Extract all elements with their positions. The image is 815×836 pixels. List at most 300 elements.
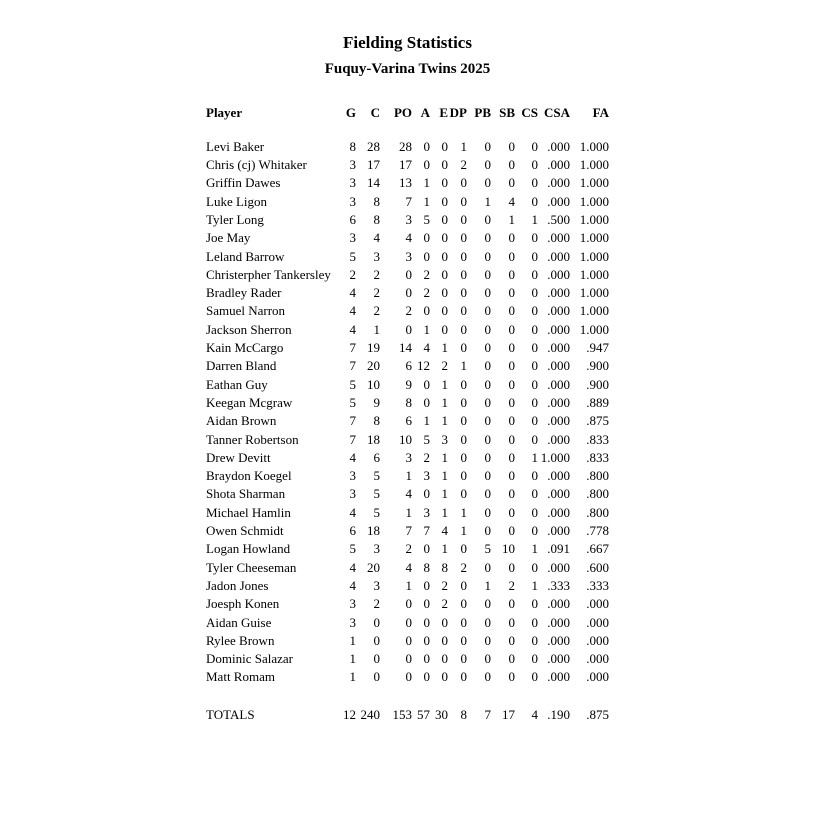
stat-cell: 0 — [484, 523, 491, 539]
stat-cell: .000 — [547, 431, 570, 447]
stat-cell: 28 — [367, 138, 380, 154]
stat-cell: 1 — [441, 394, 448, 410]
stat-cell: 1 — [441, 340, 448, 356]
stat-cell: .000 — [547, 303, 570, 319]
stat-cell: 5 — [373, 486, 380, 502]
stat-cell: .000 — [586, 614, 609, 630]
stat-cell: 7 — [349, 340, 356, 356]
stat-cell: 3 — [405, 449, 412, 465]
stat-cell: 0 — [405, 669, 412, 685]
stat-cell: 0 — [508, 431, 515, 447]
stat-cell: 0 — [484, 468, 491, 484]
stat-cell: 0 — [423, 577, 430, 593]
stat-cell: .000 — [586, 632, 609, 648]
stat-cell: 0 — [484, 614, 491, 630]
player-row — [206, 339, 609, 357]
stat-cell: 3 — [423, 468, 430, 484]
player-row — [206, 156, 609, 174]
stat-cell: 0 — [508, 340, 515, 356]
stat-cell: 1 — [460, 138, 467, 154]
stat-cell: 0 — [460, 175, 467, 191]
stat-cell: 0 — [441, 193, 448, 209]
player-row — [206, 193, 609, 211]
stat-cell: 0 — [484, 285, 491, 301]
stat-cell: 0 — [460, 614, 467, 630]
stat-cell: 7 — [405, 523, 412, 539]
stat-cell: 1.000 — [579, 285, 609, 301]
totals-row — [206, 706, 609, 724]
stat-column-header: SB — [499, 105, 515, 120]
stat-cell: 0 — [531, 614, 538, 630]
stat-cell: 2 — [423, 266, 430, 282]
player-row — [206, 302, 609, 320]
stat-cell: 2 — [373, 266, 380, 282]
stat-cell: 12 — [417, 358, 430, 374]
stat-cell: 3 — [349, 157, 356, 173]
stat-cell: 4 — [405, 559, 412, 575]
player-row — [206, 394, 609, 412]
totals-stat-cell: 4 — [531, 707, 538, 723]
stat-cell: 0 — [484, 632, 491, 648]
stat-cell: 4 — [349, 285, 356, 301]
stat-cell: 0 — [460, 651, 467, 667]
stat-cell: 0 — [460, 486, 467, 502]
stat-cell: 0 — [441, 303, 448, 319]
spacer-cell — [206, 687, 609, 707]
stat-cell: 0 — [484, 449, 491, 465]
totals-label-cell: TOTALS — [206, 707, 255, 723]
player-row — [206, 467, 609, 485]
stat-cell: 5 — [349, 541, 356, 557]
stat-cell: 5 — [423, 431, 430, 447]
stat-cell: 3 — [349, 486, 356, 502]
stat-cell: 3 — [373, 577, 380, 593]
stat-cell: 5 — [484, 541, 491, 557]
player-row — [206, 559, 609, 577]
player-column-header: Player — [206, 105, 243, 120]
stat-cell: 0 — [460, 321, 467, 337]
stat-cell: 1.000 — [579, 266, 609, 282]
player-name-cell: Joesph Konen — [206, 596, 280, 612]
stat-cell: 0 — [508, 614, 515, 630]
stat-cell: 0 — [405, 651, 412, 667]
stat-cell: 5 — [373, 468, 380, 484]
stat-cell: 0 — [531, 394, 538, 410]
stat-cell: .333 — [586, 577, 609, 593]
totals-stat-cell: 12 — [343, 707, 356, 723]
stat-cell: 1.000 — [579, 230, 609, 246]
stat-cell: 0 — [508, 504, 515, 520]
stat-column-header: CS — [521, 105, 538, 120]
stat-cell: 3 — [349, 468, 356, 484]
stat-cell: 4 — [373, 230, 380, 246]
player-row — [206, 431, 609, 449]
stat-cell: 0 — [423, 230, 430, 246]
stat-cell: 8 — [373, 193, 380, 209]
stat-cell: 1 — [531, 211, 538, 227]
stat-cell: 0 — [531, 157, 538, 173]
stat-cell: 8 — [423, 559, 430, 575]
stat-column-header: CSA — [543, 105, 570, 120]
stat-cell: 6 — [405, 413, 412, 429]
player-row — [206, 376, 609, 394]
stat-cell: 0 — [460, 632, 467, 648]
stat-cell: 0 — [423, 669, 430, 685]
stat-cell: .000 — [547, 157, 570, 173]
stat-cell: 1 — [531, 541, 538, 557]
stat-cell: 0 — [460, 669, 467, 685]
stat-cell: 7 — [349, 431, 356, 447]
totals-stat-cell: 7 — [484, 707, 491, 723]
stat-cell: .000 — [586, 596, 609, 612]
stat-cell: 8 — [441, 559, 448, 575]
stat-cell: .875 — [586, 413, 609, 429]
stat-cell: 2 — [441, 577, 448, 593]
stat-cell: 0 — [441, 614, 448, 630]
stat-cell: 2 — [373, 596, 380, 612]
stat-cell: .947 — [586, 340, 609, 356]
player-name-cell: Luke Ligon — [206, 193, 268, 209]
stat-cell: 5 — [349, 376, 356, 392]
stat-cell: 0 — [508, 266, 515, 282]
stat-cell: 0 — [484, 340, 491, 356]
stat-cell: 1.000 — [579, 321, 609, 337]
stat-cell: 0 — [441, 175, 448, 191]
stat-cell: 0 — [441, 157, 448, 173]
stat-cell: 0 — [484, 669, 491, 685]
header-row — [206, 104, 609, 122]
stat-cell: 0 — [441, 138, 448, 154]
spacer-row — [206, 687, 609, 707]
stat-cell: 1 — [441, 504, 448, 520]
stat-cell: 0 — [441, 211, 448, 227]
stat-cell: 0 — [531, 632, 538, 648]
stat-cell: 0 — [484, 211, 491, 227]
stat-cell: 1 — [349, 651, 356, 667]
stat-cell: 5 — [349, 394, 356, 410]
stat-cell: .000 — [547, 468, 570, 484]
stat-cell: 3 — [349, 175, 356, 191]
stat-cell: 1 — [349, 669, 356, 685]
stat-cell: 0 — [531, 486, 538, 502]
stat-cell: 17 — [367, 157, 380, 173]
stat-cell: 0 — [405, 266, 412, 282]
stat-cell: 2 — [441, 596, 448, 612]
player-row — [206, 248, 609, 266]
stat-cell: 4 — [349, 449, 356, 465]
player-row — [206, 284, 609, 302]
stat-cell: .800 — [586, 468, 609, 484]
stat-cell: 0 — [508, 175, 515, 191]
player-row — [206, 357, 609, 375]
stat-cell: .000 — [547, 193, 570, 209]
player-name-cell: Eathan Guy — [206, 376, 268, 392]
stat-cell: 0 — [508, 394, 515, 410]
stat-cell: 1 — [441, 468, 448, 484]
player-row — [206, 211, 609, 229]
player-row — [206, 449, 609, 467]
stat-cell: 8 — [373, 211, 380, 227]
stat-cell: .000 — [547, 394, 570, 410]
stat-cell: 0 — [484, 321, 491, 337]
stat-cell: 2 — [405, 541, 412, 557]
stat-cell: .000 — [547, 138, 570, 154]
stat-cell: 0 — [460, 248, 467, 264]
player-name-cell: Samuel Narron — [206, 303, 286, 319]
stat-cell: .000 — [547, 340, 570, 356]
player-row — [206, 668, 609, 686]
stat-cell: .833 — [586, 449, 609, 465]
stat-cell: 0 — [441, 266, 448, 282]
stat-cell: 1.000 — [579, 138, 609, 154]
player-row — [206, 321, 609, 339]
player-name-cell: Rylee Brown — [206, 632, 275, 648]
stat-cell: 0 — [508, 632, 515, 648]
stat-cell: 0 — [460, 577, 467, 593]
stat-cell: 1.000 — [540, 449, 570, 465]
stat-cell: 0 — [484, 504, 491, 520]
stat-cell: 19 — [367, 340, 380, 356]
player-name-cell: Keegan Mcgraw — [206, 394, 293, 410]
stat-cell: 0 — [405, 632, 412, 648]
stat-cell: 7 — [349, 358, 356, 374]
stat-cell: .000 — [586, 669, 609, 685]
stat-cell: 0 — [423, 541, 430, 557]
stat-cell: .000 — [547, 559, 570, 575]
stat-cell: 0 — [441, 321, 448, 337]
stat-cell: 0 — [373, 669, 380, 685]
stat-cell: 3 — [441, 431, 448, 447]
stat-cell: 4 — [508, 193, 515, 209]
stat-cell: 0 — [460, 541, 467, 557]
stat-cell: 2 — [508, 577, 515, 593]
stat-cell: 0 — [405, 285, 412, 301]
player-name-cell: Joe May — [206, 230, 251, 246]
stat-cell: 0 — [460, 431, 467, 447]
stat-cell: 18 — [367, 523, 380, 539]
stat-cell: 0 — [460, 303, 467, 319]
stat-cell: 1 — [531, 577, 538, 593]
stat-cell: .000 — [547, 321, 570, 337]
player-name-cell: Darren Bland — [206, 358, 277, 374]
stat-cell: 4 — [405, 230, 412, 246]
stat-cell: .000 — [547, 175, 570, 191]
player-name-cell: Logan Howland — [206, 541, 291, 557]
stat-cell: 1 — [460, 358, 467, 374]
stat-cell: 0 — [423, 614, 430, 630]
player-name-cell: Kain McCargo — [206, 340, 284, 356]
stat-cell: .000 — [547, 486, 570, 502]
stat-cell: 0 — [460, 285, 467, 301]
stat-cell: 6 — [405, 358, 412, 374]
stat-cell: 2 — [349, 266, 356, 282]
player-name-cell: Jadon Jones — [206, 577, 269, 593]
stat-cell: 0 — [531, 303, 538, 319]
stat-cell: 0 — [508, 468, 515, 484]
stat-cell: 20 — [367, 358, 380, 374]
stat-cell: 0 — [460, 596, 467, 612]
stat-cell: 0 — [508, 303, 515, 319]
stat-cell: 1 — [423, 175, 430, 191]
stat-cell: 0 — [484, 376, 491, 392]
stat-column-header: FA — [592, 105, 609, 120]
stat-cell: 0 — [531, 138, 538, 154]
stat-cell: .000 — [547, 523, 570, 539]
stat-cell: 1.000 — [579, 303, 609, 319]
stat-cell: 0 — [460, 230, 467, 246]
stat-cell: 0 — [531, 266, 538, 282]
stat-cell: 0 — [508, 559, 515, 575]
stat-cell: .000 — [547, 596, 570, 612]
stat-cell: 0 — [373, 632, 380, 648]
stat-cell: .091 — [547, 541, 570, 557]
spacer-cell — [206, 122, 609, 138]
stat-cell: 3 — [405, 211, 412, 227]
player-name-cell: Levi Baker — [206, 138, 265, 154]
stat-cell: 0 — [531, 523, 538, 539]
stat-cell: 0 — [441, 651, 448, 667]
stat-cell: 0 — [531, 468, 538, 484]
stat-cell: 0 — [373, 614, 380, 630]
stat-cell: 1 — [441, 413, 448, 429]
stat-cell: 0 — [531, 559, 538, 575]
stat-cell: 0 — [508, 138, 515, 154]
stat-cell: .900 — [586, 358, 609, 374]
stat-cell: .800 — [586, 486, 609, 502]
player-row — [206, 577, 609, 595]
player-row — [206, 522, 609, 540]
stat-cell: 3 — [349, 596, 356, 612]
stat-cell: 0 — [423, 303, 430, 319]
totals-stat-cell: .190 — [547, 707, 570, 723]
stat-cell: 14 — [399, 340, 412, 356]
stat-cell: 5 — [349, 248, 356, 264]
stat-cell: 1.000 — [579, 248, 609, 264]
totals-stat-cell: 17 — [502, 707, 515, 723]
stat-column-header: DP — [449, 105, 467, 120]
stat-cell: .000 — [547, 248, 570, 264]
stat-cell: 0 — [531, 175, 538, 191]
stat-cell: 0 — [484, 138, 491, 154]
stat-cell: .000 — [547, 376, 570, 392]
stat-cell: 3 — [349, 230, 356, 246]
stat-cell: 4 — [405, 486, 412, 502]
stat-cell: 3 — [349, 614, 356, 630]
stat-cell: 0 — [441, 285, 448, 301]
stat-cell: 0 — [508, 486, 515, 502]
stat-cell: 14 — [367, 175, 380, 191]
stat-cell: .500 — [547, 211, 570, 227]
stat-cell: 28 — [399, 138, 412, 154]
stat-cell: 10 — [399, 431, 412, 447]
stat-cell: 0 — [508, 651, 515, 667]
stat-cell: .889 — [586, 394, 609, 410]
fielding-stats-table — [206, 104, 609, 725]
spacer-row — [206, 122, 609, 138]
stat-cell: 0 — [460, 266, 467, 282]
stat-cell: 0 — [508, 230, 515, 246]
stat-cell: 0 — [460, 413, 467, 429]
totals-stat-cell: 153 — [392, 707, 412, 723]
player-name-cell: Christerpher Tankersley — [206, 266, 331, 282]
stat-cell: 1 — [423, 321, 430, 337]
player-row — [206, 485, 609, 503]
stat-cell: 1 — [373, 321, 380, 337]
stat-cell: 0 — [508, 285, 515, 301]
stat-cell: 6 — [349, 211, 356, 227]
stat-cell: 0 — [531, 596, 538, 612]
player-name-cell: Tyler Long — [206, 211, 264, 227]
stat-cell: 0 — [484, 266, 491, 282]
stat-cell: 2 — [441, 358, 448, 374]
stat-cell: 8 — [373, 413, 380, 429]
player-name-cell: Matt Romam — [206, 669, 275, 685]
stats-table-body — [206, 138, 609, 687]
stat-cell: 10 — [367, 376, 380, 392]
stat-cell: 1.000 — [579, 157, 609, 173]
stat-cell: .000 — [547, 614, 570, 630]
player-row — [206, 266, 609, 284]
stat-cell: .000 — [547, 230, 570, 246]
stats-table-head — [206, 104, 609, 138]
stat-cell: 1 — [405, 504, 412, 520]
stat-cell: 0 — [531, 193, 538, 209]
player-name-cell: Leland Barrow — [206, 248, 285, 264]
player-name-cell: Braydon Koegel — [206, 468, 292, 484]
page-title: Fielding Statistics — [343, 33, 472, 52]
stat-cell: 0 — [484, 230, 491, 246]
stat-cell: 6 — [349, 523, 356, 539]
stat-cell: 0 — [423, 486, 430, 502]
stat-cell: 4 — [423, 340, 430, 356]
stat-cell: 1 — [441, 541, 448, 557]
stat-cell: 3 — [349, 193, 356, 209]
stat-cell: 0 — [531, 285, 538, 301]
stat-cell: 0 — [484, 175, 491, 191]
stat-cell: 0 — [508, 413, 515, 429]
stat-cell: 0 — [405, 614, 412, 630]
stat-cell: 0 — [531, 669, 538, 685]
player-name-cell: Dominic Salazar — [206, 651, 293, 667]
stat-cell: 0 — [460, 340, 467, 356]
player-row — [206, 595, 609, 613]
stat-cell: 1 — [441, 449, 448, 465]
stat-cell: 0 — [460, 376, 467, 392]
stat-cell: 0 — [484, 157, 491, 173]
stat-cell: .333 — [547, 577, 570, 593]
stat-column-header: C — [370, 105, 380, 120]
stat-cell: 0 — [423, 157, 430, 173]
stat-cell: .778 — [586, 523, 609, 539]
stat-cell: 1 — [423, 413, 430, 429]
stats-table-totals — [206, 687, 609, 725]
stat-cell: 0 — [484, 358, 491, 374]
stat-cell: .800 — [586, 504, 609, 520]
stat-cell: 0 — [508, 376, 515, 392]
stat-cell: 0 — [484, 431, 491, 447]
stat-cell: .833 — [586, 431, 609, 447]
stat-cell: 7 — [405, 193, 412, 209]
stat-cell: 0 — [531, 340, 538, 356]
player-row — [206, 229, 609, 247]
stat-cell: 0 — [441, 632, 448, 648]
stat-cell: 0 — [441, 248, 448, 264]
player-name-cell: Tanner Robertson — [206, 431, 299, 447]
stat-cell: 0 — [484, 559, 491, 575]
stat-cell: 8 — [405, 394, 412, 410]
stat-cell: 4 — [349, 303, 356, 319]
stat-cell: 2 — [373, 303, 380, 319]
